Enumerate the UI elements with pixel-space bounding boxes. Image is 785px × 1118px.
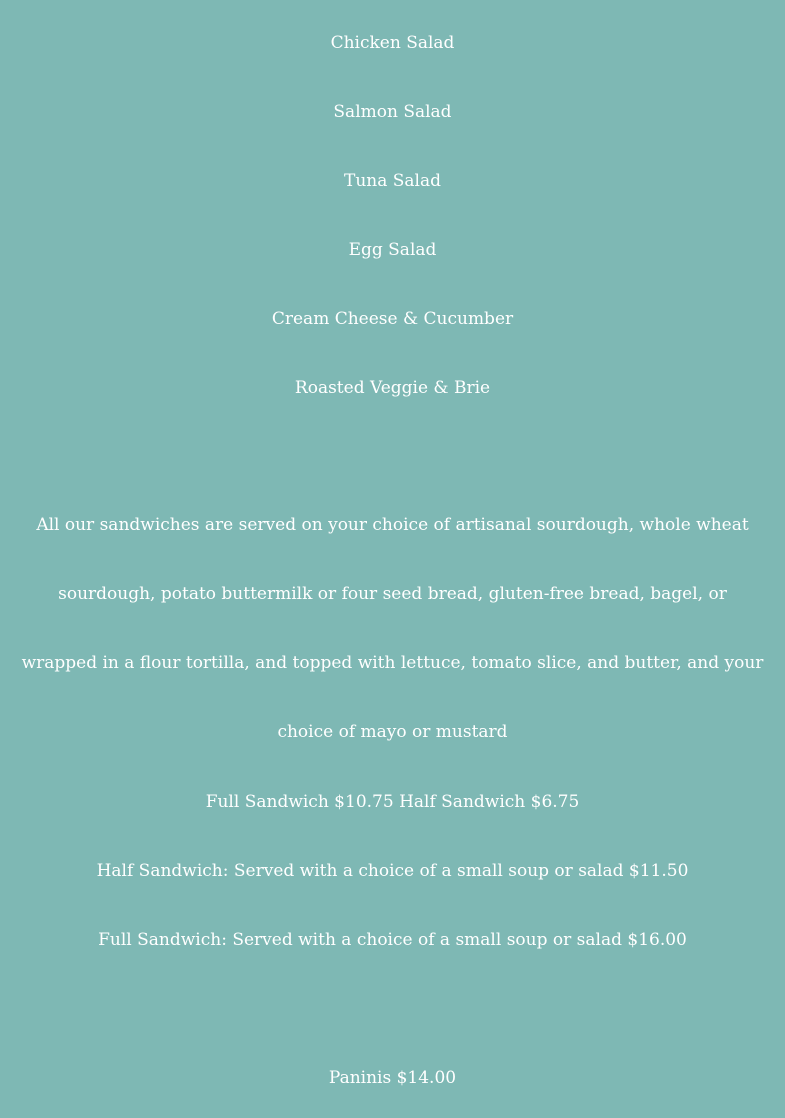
sandwich-price-full-half: Full Sandwich $10.75 Half Sandwich $6.75: [205, 792, 580, 812]
menu-item-salmon-salad: Salmon Salad: [333, 102, 452, 122]
menu-item-tuna-salad: Tuna Salad: [343, 171, 441, 191]
menu-item-chicken-salad: Chicken Salad: [330, 33, 455, 53]
menu-item-paninis: Paninis $14.00: [328, 1068, 457, 1088]
menu-item-roasted-veggie-brie: Roasted Veggie & Brie: [294, 378, 491, 398]
menu-item-egg-salad: Egg Salad: [348, 240, 437, 260]
sandwich-description: All our sandwiches are served on your choice of artisanal sourdough, whole wheat sourdough, potato buttermilk or four seed bread, gluten-free bread, bagel, or wrapped in a flour tortilla, and topped with lettuce, tomato slice, and butter, and your choice of mayo or mustard: [21, 515, 764, 742]
menu-item-cream-cheese-cucumber: Cream Cheese & Cucumber: [271, 309, 514, 329]
sandwich-price-half-combo: Half Sandwich: Served with a choice of a small soup or salad $11.50: [96, 861, 689, 881]
sandwich-price-full-combo: Full Sandwich: Served with a choice of a small soup or salad $16.00: [98, 930, 687, 950]
